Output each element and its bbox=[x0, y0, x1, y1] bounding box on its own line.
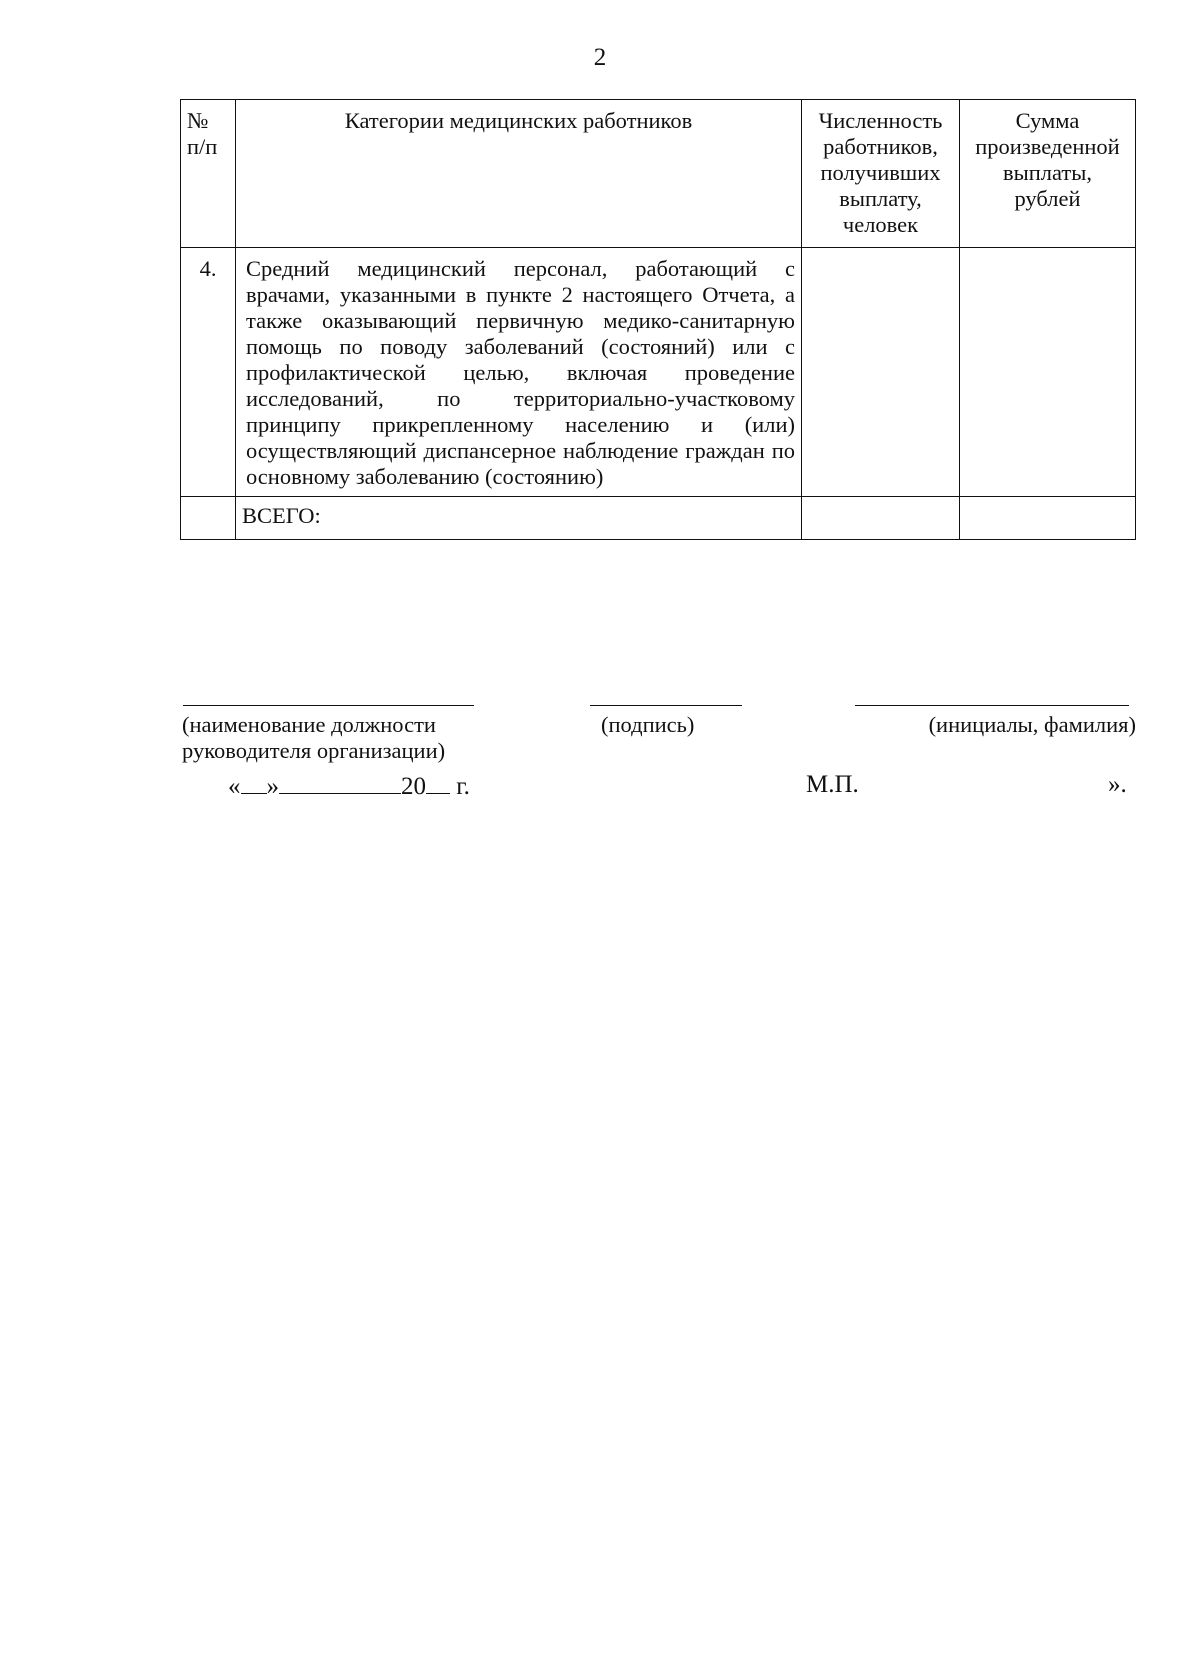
position-caption-line: руководителя организации) bbox=[182, 738, 446, 763]
total-sum[interactable] bbox=[960, 497, 1136, 540]
total-count[interactable] bbox=[802, 497, 960, 540]
header-count-line: получивших bbox=[820, 160, 941, 185]
header-sum bbox=[960, 100, 1136, 248]
signature-caption: (подпись) bbox=[601, 712, 695, 737]
date-close-quote: » bbox=[266, 773, 279, 800]
header-count-line: выплату, bbox=[839, 186, 922, 211]
row-sum[interactable] bbox=[960, 248, 1136, 497]
date-open-quote: « bbox=[228, 773, 241, 800]
header-sum-line: выплаты, bbox=[1003, 160, 1092, 185]
position-caption-line: (наименование должности bbox=[182, 712, 436, 737]
page-number: 2 bbox=[593, 44, 607, 71]
report-table bbox=[180, 99, 1136, 540]
header-count-line: Численность bbox=[818, 108, 943, 133]
position-caption bbox=[182, 712, 445, 764]
table-header-row bbox=[181, 100, 1136, 248]
closing-quote: ». bbox=[1108, 771, 1127, 798]
signature-line bbox=[590, 705, 742, 706]
day-blank[interactable] bbox=[241, 771, 267, 794]
date-line bbox=[228, 771, 470, 801]
table-row bbox=[181, 248, 1136, 497]
total-num bbox=[181, 497, 236, 540]
year-prefix: 20 bbox=[401, 773, 426, 800]
position-signature-line bbox=[183, 705, 474, 706]
total-label: ВСЕГО: bbox=[236, 497, 802, 540]
row-count[interactable] bbox=[802, 248, 960, 497]
header-num-line: № bbox=[187, 108, 209, 133]
header-category: Категории медицинских работников bbox=[236, 100, 802, 248]
header-sum-line: произведенной bbox=[975, 134, 1120, 159]
name-caption: (инициалы, фамилия) bbox=[928, 712, 1136, 737]
header-sum-line: Сумма bbox=[1015, 108, 1080, 133]
header-num-line: п/п bbox=[187, 134, 218, 159]
year-blank[interactable] bbox=[426, 771, 450, 794]
header-count bbox=[802, 100, 960, 248]
stamp-label: М.П. bbox=[806, 771, 859, 798]
name-signature-line bbox=[855, 705, 1129, 706]
month-blank[interactable] bbox=[279, 771, 401, 794]
table-total-row bbox=[181, 497, 1136, 540]
header-count-line: человек bbox=[842, 212, 919, 237]
header-sum-line: рублей bbox=[1014, 186, 1081, 211]
header-num bbox=[181, 100, 236, 248]
row-num: 4. bbox=[181, 248, 236, 497]
row-category: Средний медицинский персонал, работающий с врачами, указанными в пункте 2 настоящего Отчета, а также оказывающий первичную медико-санитарную помощь по поводу заболеваний (состояний) или с профилактической целью, включая проведение исследований, по территориально-участковому принципу прикрепленному населению и (или) осуществляющий диспансерное наблюдение граждан по основному заболеванию (состоянию) bbox=[236, 248, 802, 497]
year-suffix: г. bbox=[456, 773, 470, 800]
header-count-line: работников, bbox=[823, 134, 938, 159]
